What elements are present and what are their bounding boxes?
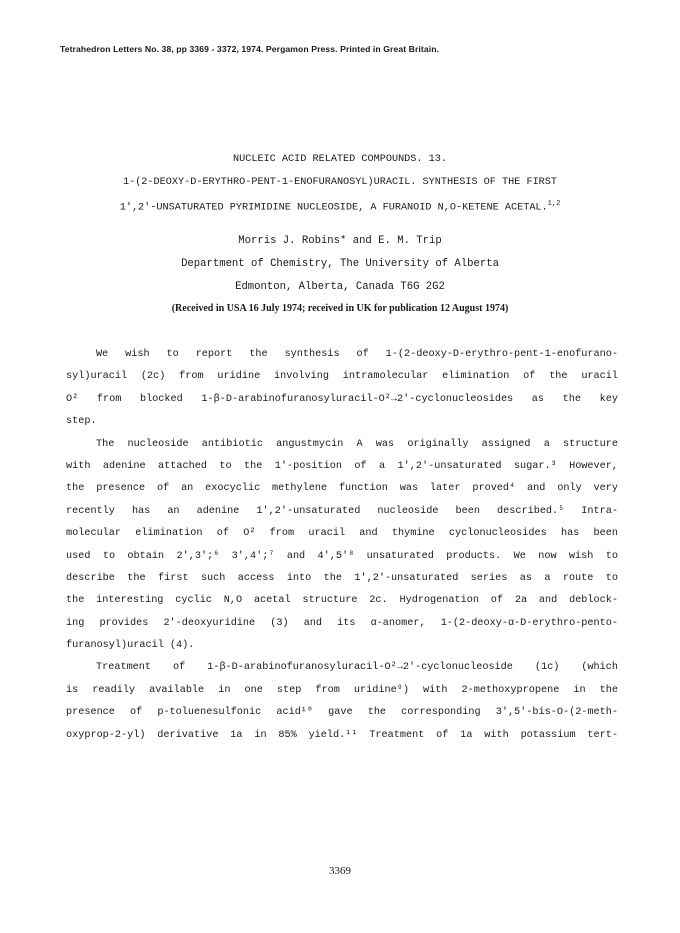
page-number: 3369 (329, 865, 351, 877)
title-line-3 (0, 200, 680, 213)
text-line: oxyprop-2-yl) derivative 1a in 85% yield.¹¹ Treatment of 1a with potassium tert- (66, 729, 618, 741)
text-line: furanosyl)uracil (4). (66, 640, 195, 652)
text-line: We wish to report the synthesis of 1-(2-deoxy-D-erythro-pent-1-enofurano- (96, 349, 618, 360)
paragraph-3 (66, 657, 618, 747)
text-line: used to obtain 2',3';⁶ 3',4';⁷ and 4',5'⁸ unsaturated products. We now wish to (66, 550, 618, 562)
text-line: O² from blocked 1-β-D-arabinofuranosyluracil-O²→2'-cyclonucleosides as the key (66, 393, 618, 405)
received-dates: (Received in USA 16 July 1974; received in UK for publication 12 August 1974) (171, 303, 509, 314)
text-line: ing provides 2'-deoxyuridine (3) and its α-anomer, 1-(2-deoxy-α-D-erythro-pento- (66, 617, 618, 629)
text-line: with adenine attached to the 1'-position of a 1',2'-unsaturated sugar.³ However, (66, 460, 618, 472)
paragraph-1 (66, 344, 618, 434)
author-line: Morris J. Robins* and E. M. Trip (238, 235, 442, 247)
affiliation: Department of Chemistry, The University of Alberta (181, 258, 499, 270)
text-line: recently has an adenine 1',2'-unsaturated nucleoside been described.⁵ Intra- (66, 505, 618, 517)
text-line: describe the first such access into the 1',2'-unsaturated series as a route to (66, 572, 618, 584)
text-line: the interesting cyclic N,O acetal structure 2c. Hydrogenation of 2a and deblock- (66, 595, 618, 607)
text-line: syl)uracil (2c) from uridine involving intramolecular elimination of the uracil (66, 371, 618, 383)
title-footnote-ref: 1,2 (547, 200, 561, 208)
title-line-1: NUCLEIC ACID RELATED COMPOUNDS. 13. (233, 154, 447, 165)
text-line: The nucleoside antibiotic angustmycin A was originally assigned a structure (96, 438, 618, 450)
title-line-2: 1-(2-DEOXY-D-ERYTHRO-PENT-1-ENOFURANOSYL)URACIL. SYNTHESIS OF THE FIRST (122, 177, 558, 188)
text-line: the presence of an exocyclic methylene function was later proved⁴ and only very (66, 483, 618, 495)
address: Edmonton, Alberta, Canada T6G 2G2 (235, 281, 445, 293)
text-line: presence of p-toluenesulfonic acid¹⁰ gave the corresponding 3',5'-bis-O-(2-meth- (66, 707, 618, 719)
text-line: step. (66, 416, 97, 428)
text-line: molecular elimination of O² from uracil and thymine cyclonucleosides has been (66, 528, 618, 540)
article-body (66, 344, 618, 747)
text-line: Treatment of 1-β-D-arabinofuranosyluracil-O²→2'-cyclonucleoside (1c) (which (96, 662, 618, 674)
paragraph-2 (66, 434, 618, 658)
journal-header: Tetrahedron Letters No. 38, pp 3369 - 3372, 1974. Pergamon Press. Printed in Great Britain. (60, 44, 440, 54)
title-line-3-text: 1',2'-UNSATURATED PYRIMIDINE NUCLEOSIDE, A FURANOID N,O-KETENE ACETAL. (119, 202, 548, 214)
text-line: is readily available in one step from uridine⁹) with 2-methoxypropene in the (66, 684, 618, 696)
